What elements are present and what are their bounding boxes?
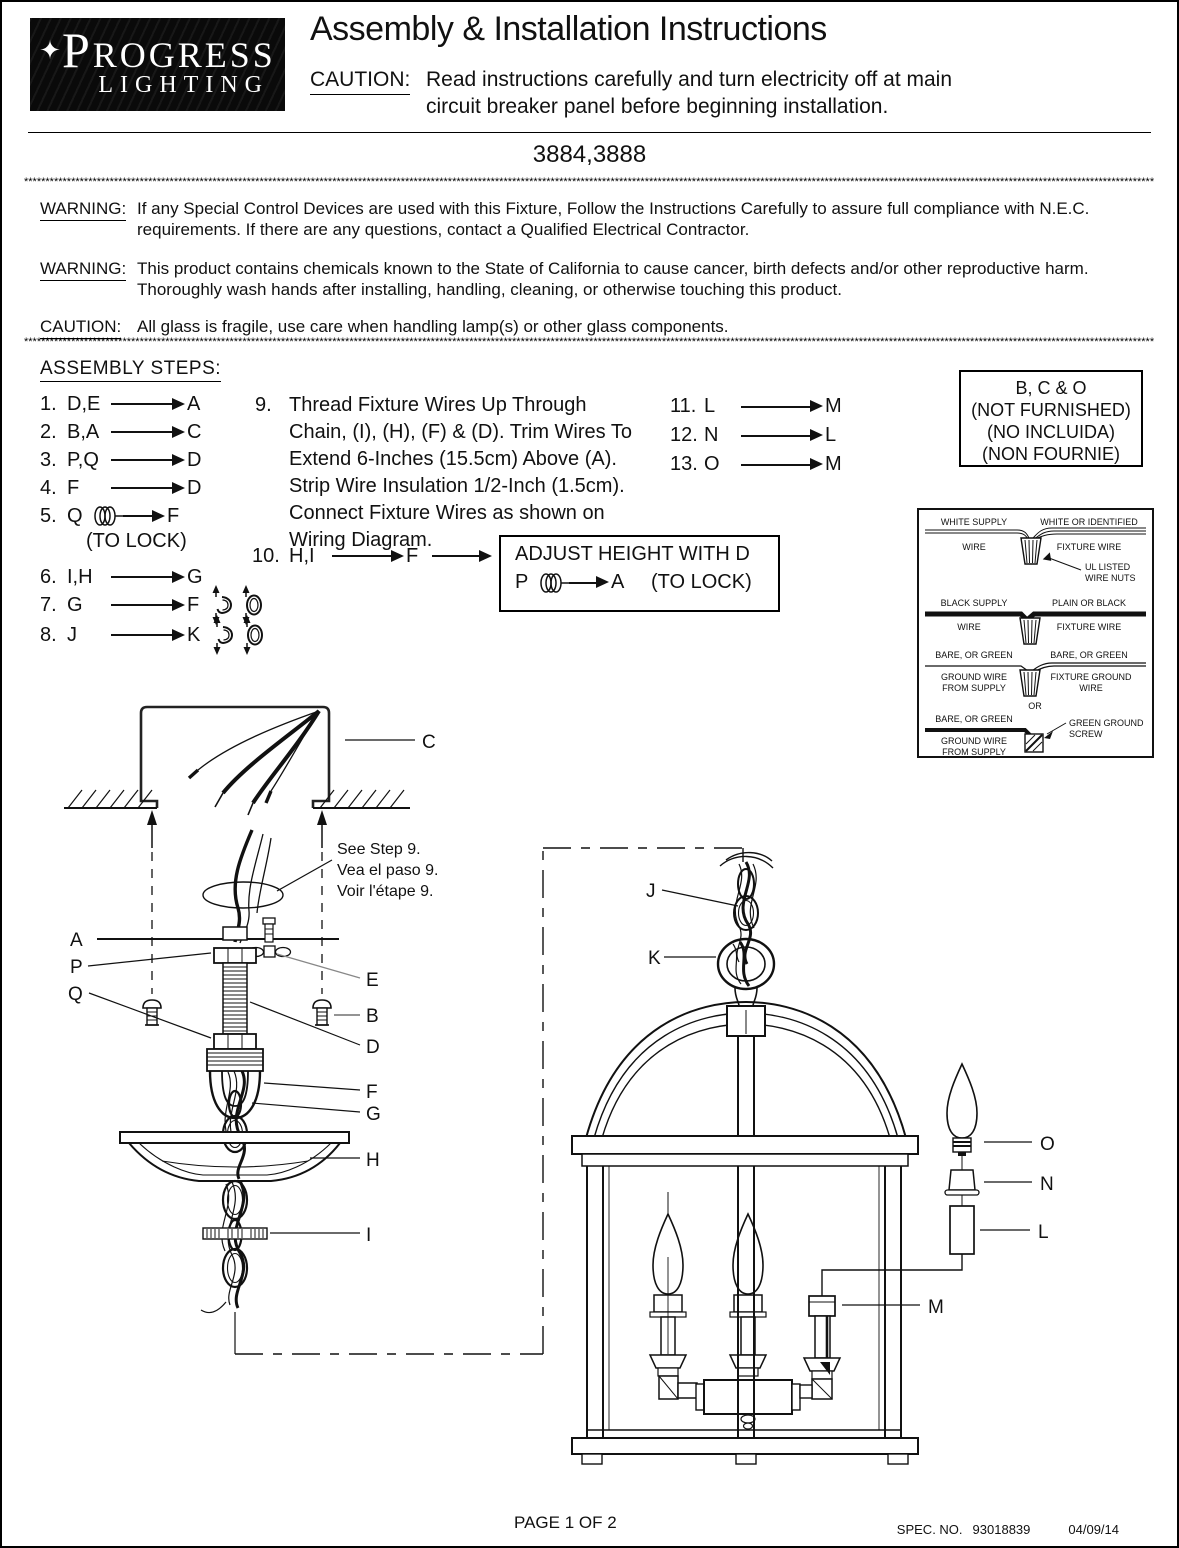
- label-n: [984, 1174, 1054, 1195]
- ring-i: [203, 1228, 267, 1239]
- screw-icon: [143, 1000, 161, 1025]
- svg-text:B: B: [366, 1006, 379, 1027]
- step-12: 12. N L: [670, 424, 837, 446]
- caution-notice: [40, 316, 1154, 337]
- star-divider-bottom: ************************************************************************************************************************************************************************************************************************************************************************: [24, 336, 1155, 348]
- socket-shell-l: [950, 1206, 974, 1254]
- svg-text:FIXTURE WIRE: FIXTURE WIRE: [1056, 622, 1122, 632]
- step-10: 10. H,I F: [252, 542, 499, 570]
- step-9: 9. Thread Fixture Wires Up Through Chain, (I), (H), (F) & (D). Trim Wires To Extend 6-Inches (15.5cm) Above (A). Strip Wire Insulation 1/2-Inch (1.5cm). Connect Fixture Wires as shown on Wiring Diagram.: [255, 392, 665, 554]
- svg-text:GROUND WIRE: GROUND WIRE: [941, 736, 1007, 746]
- label-c: [345, 732, 436, 753]
- svg-text:UL LISTED: UL LISTED: [1085, 562, 1131, 572]
- canopy: [120, 1132, 349, 1181]
- svg-text:I: I: [366, 1225, 372, 1246]
- svg-text:FROM SUPPLY: FROM SUPPLY: [942, 683, 1006, 693]
- caution-label: CAUTION:: [310, 66, 410, 95]
- label-f: [264, 1082, 378, 1103]
- label-d: [250, 1002, 380, 1058]
- svg-text:FROM SUPPLY: FROM SUPPLY: [942, 747, 1006, 757]
- svg-text:WIRE: WIRE: [1079, 683, 1103, 693]
- label-j: [646, 881, 738, 906]
- spec-date: 04/09/14: [1068, 1522, 1119, 1537]
- step-3: 3. P,Q D: [40, 448, 202, 471]
- socket-wire-route: [822, 1254, 962, 1296]
- arrow-icon: [741, 406, 811, 408]
- header-divider: [28, 132, 1151, 133]
- arrow-icon: [111, 604, 173, 606]
- label-a: A: [70, 930, 83, 951]
- svg-text:O: O: [1040, 1134, 1055, 1155]
- arrow-icon: [111, 403, 173, 405]
- stem-assembly: [207, 927, 263, 1071]
- arrow-icon: [741, 464, 811, 466]
- open-link-icon: [212, 615, 234, 655]
- svg-text:WHITE OR IDENTIFIED: WHITE OR IDENTIFIED: [1040, 517, 1138, 527]
- arrow-icon: [432, 555, 480, 557]
- svg-text:SCREW: SCREW: [1069, 729, 1103, 739]
- svg-text:WHITE SUPPLY: WHITE SUPPLY: [940, 517, 1008, 527]
- step-6: 6. I,H G: [40, 565, 203, 588]
- arrow-icon: [111, 431, 173, 433]
- progress-lighting-logo: [30, 18, 285, 111]
- arrow-icon: [741, 435, 811, 437]
- star-icon: ✦: [39, 36, 64, 65]
- step-1: 1. D,E A: [40, 392, 201, 415]
- svg-text:PLAIN OR BLACK: PLAIN OR BLACK: [1051, 598, 1127, 608]
- wire-nut-callout: [1043, 552, 1081, 570]
- svg-text:F: F: [366, 1082, 378, 1103]
- svg-text:WIRE NUTS: WIRE NUTS: [1085, 573, 1136, 583]
- warning-2-text: This product contains chemicals known to the State of California to cause cancer, birth defects and/or other reproductive harm. Thoroughly wash hands after installing, handling, cleaning, or otherwise touching this product.: [137, 259, 1089, 299]
- warning-1: [40, 198, 1154, 240]
- chain-lower: [201, 1181, 247, 1313]
- label-m: [842, 1297, 944, 1318]
- logo-brand-text: ROGRESS: [92, 35, 276, 75]
- finial-neck: [727, 988, 765, 1036]
- svg-text:M: M: [928, 1297, 944, 1318]
- bulb-o: [947, 1064, 977, 1170]
- warning-2: [40, 258, 1154, 300]
- svg-text:Voir l'étape 9.: Voir l'étape 9.: [337, 883, 434, 900]
- assembly-steps-col3: [670, 392, 870, 479]
- spec-number: 93018839: [972, 1522, 1031, 1537]
- svg-text:FIXTURE GROUND: FIXTURE GROUND: [1050, 672, 1132, 682]
- spec-label: SPEC. NO.: [896, 1522, 963, 1537]
- chain-upper: [223, 1071, 247, 1179]
- svg-text:Vea el paso 9.: Vea el paso 9.: [337, 862, 439, 879]
- arrow-icon: [111, 487, 173, 489]
- sleeve-n: [945, 1170, 979, 1206]
- coil-icon: [537, 572, 569, 594]
- label-l: [980, 1222, 1049, 1243]
- step-4: 4. F D: [40, 476, 202, 499]
- caution-notice-label: CAUTION:: [40, 316, 121, 339]
- svg-text:G: G: [366, 1104, 381, 1125]
- step-13: 13. O M: [670, 453, 842, 475]
- step-2: 2. B,A C: [40, 420, 202, 443]
- svg-text:BARE, OR GREEN: BARE, OR GREEN: [1050, 650, 1128, 660]
- svg-text:GROUND WIRE: GROUND WIRE: [941, 672, 1007, 682]
- svg-text:See Step 9.: See Step 9.: [337, 841, 421, 858]
- svg-text:N: N: [1040, 1174, 1054, 1195]
- warning-1-label: WARNING:: [40, 198, 126, 221]
- arrow-icon: [123, 515, 153, 517]
- step-7: 7. G F: [40, 591, 340, 619]
- svg-text:Q: Q: [68, 984, 83, 1005]
- arrow-icon: [332, 555, 392, 557]
- label-h: [310, 1150, 380, 1171]
- supply-wires: [189, 711, 319, 815]
- svg-text:K: K: [648, 948, 661, 969]
- svg-text:J: J: [646, 881, 656, 902]
- arrow-icon: [569, 582, 597, 584]
- label-g: [252, 1103, 381, 1125]
- svg-text:FIXTURE WIRE: FIXTURE WIRE: [1056, 542, 1122, 552]
- model-number: 3884,3888: [532, 141, 647, 168]
- page-title: Assembly & Installation Instructions: [310, 10, 827, 48]
- svg-text:D: D: [366, 1037, 380, 1058]
- header-caution: [310, 66, 952, 120]
- step-11: 11. L M: [670, 395, 842, 417]
- label-e: [277, 954, 379, 991]
- adjust-height-box: ADJUST HEIGHT WITH D P A (TO LOCK): [499, 535, 780, 612]
- see-step-note: [277, 841, 438, 900]
- star-divider-top: ************************************************************************************************************************************************************************************************************************************************************************: [24, 176, 1155, 188]
- caution-text: Read instructions carefully and turn electricity off at main circuit breaker panel before beginning installation.: [426, 68, 953, 118]
- svg-text:P: P: [70, 957, 83, 978]
- svg-text:BARE, OR GREEN: BARE, OR GREEN: [935, 650, 1013, 660]
- label-b: [334, 1006, 379, 1027]
- arrow-icon: [111, 459, 173, 461]
- arrow-icon: [111, 634, 173, 636]
- assembly-steps-heading: ASSEMBLY STEPS:: [40, 358, 221, 382]
- label-q: [68, 984, 211, 1038]
- screw-icon: [313, 1000, 331, 1025]
- svg-text:BARE, OR GREEN: BARE, OR GREEN: [935, 714, 1013, 724]
- logo-sub-text: LIGHTING: [98, 72, 269, 98]
- label-o: [984, 1134, 1055, 1155]
- closed-link-icon: [242, 615, 264, 655]
- step-5-note: (TO LOCK): [86, 530, 187, 552]
- coil-icon: [91, 505, 123, 527]
- label-k: [648, 948, 716, 969]
- svg-text:WIRE: WIRE: [957, 622, 981, 632]
- svg-text:L: L: [1038, 1222, 1049, 1243]
- assembly-diagram: [32, 690, 1157, 1502]
- caution-notice-text: All glass is fragile, use care when handling lamp(s) or other glass components.: [137, 317, 729, 336]
- svg-text:GREEN GROUND: GREEN GROUND: [1069, 718, 1144, 728]
- svg-text:OR: OR: [1028, 701, 1042, 711]
- svg-text:E: E: [366, 970, 379, 991]
- outlet-box: [141, 707, 329, 808]
- label-p: [70, 953, 211, 978]
- svg-text:C: C: [422, 732, 436, 753]
- logo-brand: [30, 22, 285, 78]
- step-9-text: Thread Fixture Wires Up Through Chain, (I), (H), (F) & (D). Trim Wires To Extend 6-Inches (15.5cm) Above (A). Strip Wire Insulation 1/2-Inch (1.5cm). Connect Fixture Wires as shown on Wiring Diagram.: [289, 394, 632, 551]
- not-furnished-box: B, C & O (NOT FURNISHED) (NO INCLUIDA) (NON FOURNIE): [959, 370, 1143, 467]
- candelabra: [650, 1192, 840, 1429]
- warning-2-label: WARNING:: [40, 258, 126, 281]
- step-8: 8. J K: [40, 621, 340, 649]
- label-i: [270, 1225, 371, 1246]
- svg-text:H: H: [366, 1150, 380, 1171]
- spec-info: [897, 1522, 1119, 1537]
- warning-1-text: If any Special Control Devices are used with this Fixture, Follow the Instructions Carefully to assure full compliance with N.E.C. requirements. If there are any questions, contact a Qualified Electrical Contractor.: [137, 199, 1090, 239]
- logo-initial: P: [61, 22, 93, 78]
- ceiling-hatch: [68, 790, 404, 808]
- svg-text:BLACK SUPPLY: BLACK SUPPLY: [940, 598, 1008, 608]
- page-number: PAGE 1 OF 2: [514, 1513, 617, 1532]
- step-5: 5. Q F: [40, 504, 180, 527]
- svg-text:WIRE: WIRE: [962, 542, 986, 552]
- arrow-icon: [111, 576, 173, 578]
- wire-bundle-ellipse: [203, 882, 283, 908]
